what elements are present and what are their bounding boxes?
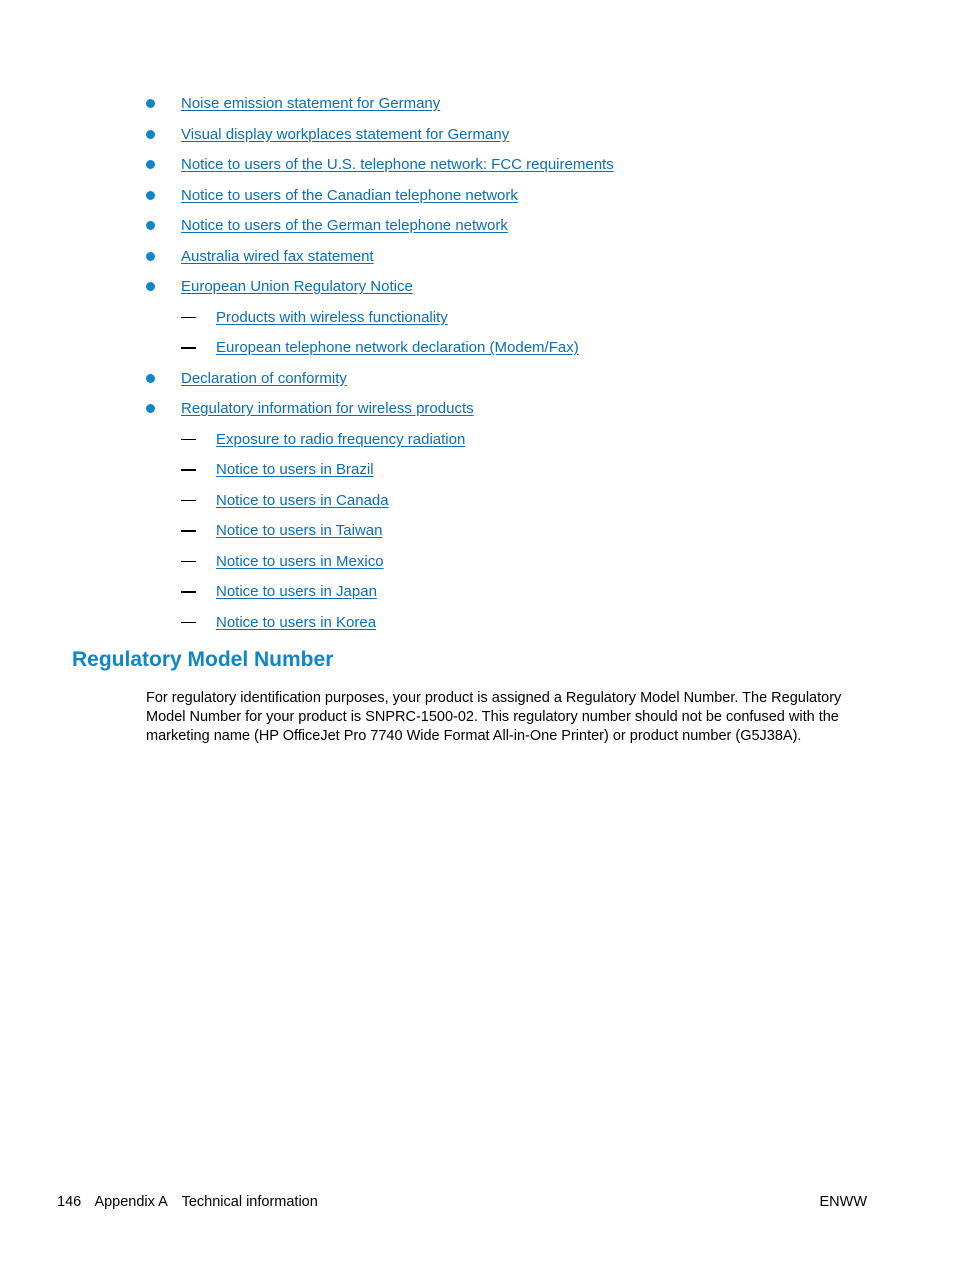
toc-item — [0, 93, 954, 124]
toc-item — [0, 398, 954, 429]
page-number: 146 — [57, 1194, 82, 1210]
dash-icon — [181, 530, 196, 532]
toc-subitem — [0, 490, 954, 521]
bullet-icon — [146, 404, 155, 413]
toc-list — [0, 93, 954, 642]
toc-link[interactable]: Noise emission statement for Germany — [181, 95, 441, 112]
toc-subitem — [0, 520, 954, 551]
dash-icon — [181, 317, 196, 319]
page-footer — [57, 1193, 328, 1212]
dash-icon — [181, 469, 196, 471]
toc-link[interactable]: Visual display workplaces statement for Germany — [181, 125, 510, 143]
toc-subitem — [0, 551, 954, 582]
section-heading: Regulatory Model Number — [72, 648, 334, 671]
dash-icon — [181, 561, 196, 563]
bullet-icon — [146, 130, 155, 139]
bullet-icon — [146, 282, 155, 291]
toc-link[interactable]: Notice to users of the German telephone network — [181, 217, 508, 234]
toc-link[interactable]: Notice to users in Canada — [216, 491, 389, 509]
footer-appendix: Appendix A — [94, 1194, 168, 1210]
footer-chapter: Technical information — [181, 1194, 318, 1210]
toc-subitem — [0, 459, 954, 490]
toc-item — [0, 185, 954, 216]
toc-link[interactable]: Australia wired fax statement — [181, 247, 374, 265]
toc-link[interactable]: European telephone network declaration (Modem/Fax) — [216, 339, 579, 356]
toc-link[interactable]: Declaration of conformity — [181, 369, 347, 387]
toc-subitem — [0, 612, 954, 643]
toc-link[interactable]: Notice to users of the Canadian telephone network — [181, 186, 518, 204]
toc-link[interactable]: Notice to users in Korea — [216, 613, 377, 631]
toc-item — [0, 368, 954, 399]
toc-subitem — [0, 429, 954, 460]
dash-icon — [181, 439, 196, 441]
toc-link[interactable]: Notice to users in Japan — [216, 583, 377, 600]
toc-link[interactable]: Regulatory information for wireless products — [181, 400, 474, 417]
toc-link[interactable]: Notice to users in Brazil — [216, 461, 374, 478]
bullet-icon — [146, 221, 155, 230]
toc-item — [0, 246, 954, 277]
toc-link[interactable]: Notice to users in Mexico — [216, 552, 384, 570]
toc-subitem — [0, 337, 954, 368]
toc-link[interactable]: Notice to users in Taiwan — [216, 522, 383, 539]
toc-link[interactable]: Exposure to radio frequency radiation — [216, 430, 466, 448]
toc-link[interactable]: Products with wireless functionality — [216, 308, 448, 326]
toc-link[interactable]: Notice to users of the U.S. telephone network: FCC requirements — [181, 156, 614, 173]
bullet-icon — [146, 160, 155, 169]
toc-item — [0, 276, 954, 307]
bullet-icon — [146, 374, 155, 383]
toc-item — [0, 154, 954, 185]
toc-link[interactable]: European Union Regulatory Notice — [181, 278, 413, 295]
footer-locale: ENWW — [819, 1194, 867, 1210]
dash-icon — [181, 591, 196, 593]
toc-item — [0, 124, 954, 155]
dash-icon — [181, 347, 196, 349]
bullet-icon — [146, 252, 155, 261]
toc-subitem — [0, 307, 954, 338]
toc-subitem — [0, 581, 954, 612]
section-body: For regulatory identification purposes, your product is assigned a Regulatory Model Number. The Regulatory Model Number for your product is SNPRC-1500-02. This regulatory number should not be confused with the marketing name (HP OfficeJet Pro 7740 Wide Format All-in-One Printer) or product number (G5J38A). — [146, 690, 842, 744]
dash-icon — [181, 622, 196, 624]
bullet-icon — [146, 191, 155, 200]
bullet-icon — [146, 99, 155, 108]
toc-item — [0, 215, 954, 246]
dash-icon — [181, 500, 196, 502]
